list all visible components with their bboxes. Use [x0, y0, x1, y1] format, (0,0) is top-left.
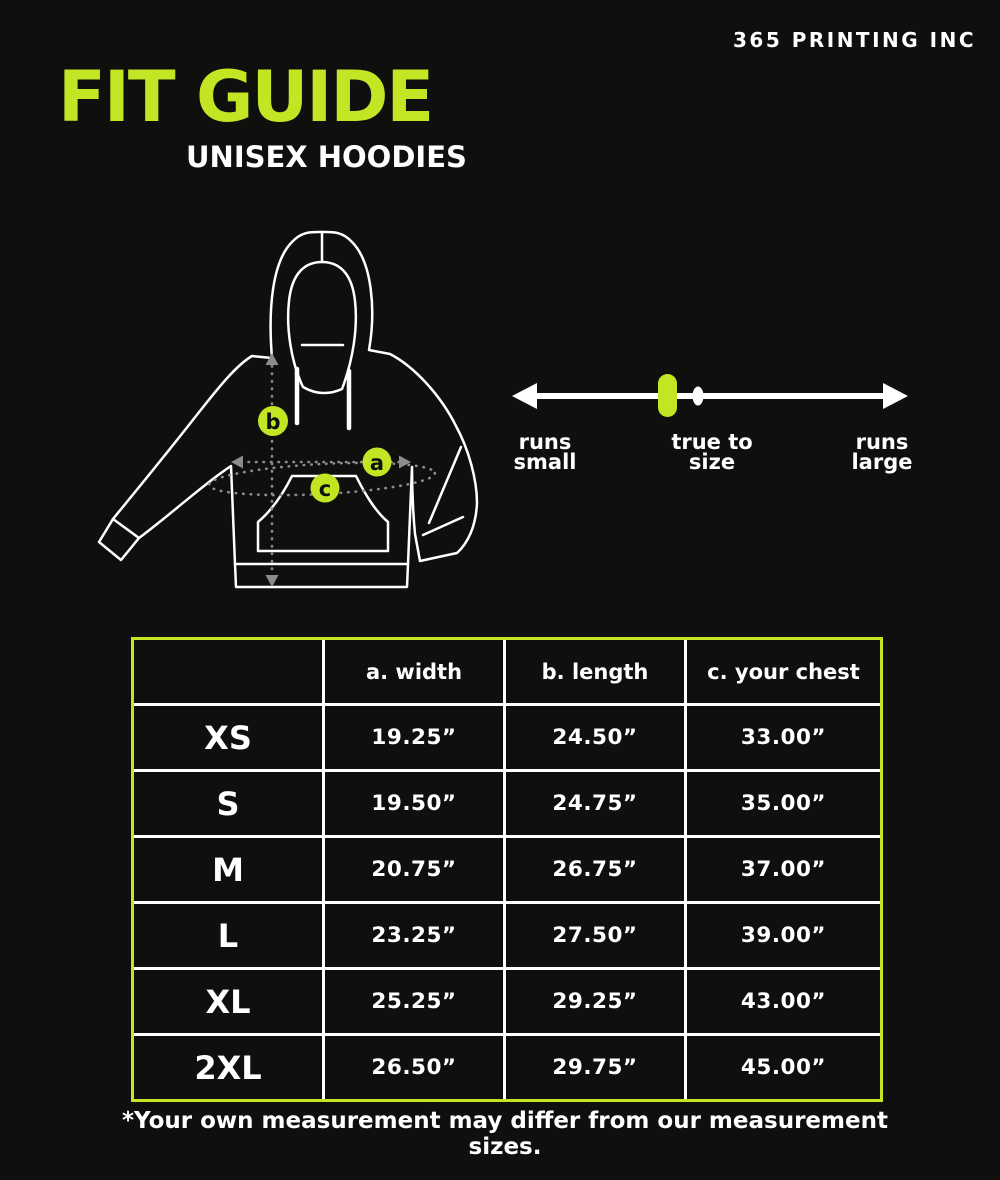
value-xl-width: 25.25”	[325, 970, 503, 1033]
hoodie-outline	[99, 232, 477, 587]
size-label-l: L	[134, 904, 322, 967]
scale-arrow-right	[883, 383, 908, 409]
value-xs-length: 24.50”	[506, 706, 684, 769]
value-l-length: 27.50”	[506, 904, 684, 967]
scale-label-line: true to	[671, 430, 753, 454]
scale-label-line: runs	[518, 430, 572, 454]
scale-label-line: small	[513, 450, 577, 474]
table-header-chest: c. your chest	[687, 640, 880, 703]
right-sleeve-seam	[429, 447, 461, 523]
scale-label-line: large	[851, 450, 913, 474]
scale-arrow-left	[512, 383, 537, 409]
scale-label-runs-large	[838, 432, 926, 472]
value-l-width: 23.25”	[325, 904, 503, 967]
fit-scale	[505, 355, 915, 425]
value-m-width: 20.75”	[325, 838, 503, 901]
marker-c-letter: c	[318, 477, 332, 501]
table-header-blank	[134, 640, 322, 703]
left-cuff-seam	[113, 519, 139, 538]
value-l-chest: 39.00”	[687, 904, 880, 967]
size-table	[131, 637, 883, 1102]
measurement-disclaimer: *Your own measurement may differ from our measurement sizes.	[122, 1108, 888, 1160]
size-label-2xl: 2XL	[134, 1036, 322, 1099]
scale-tick-dot	[693, 387, 704, 406]
value-xs-width: 19.25”	[325, 706, 503, 769]
size-label-xs: XS	[134, 706, 322, 769]
width-arrow-left	[231, 456, 243, 469]
marker-a-letter: a	[369, 451, 385, 475]
scale-label-runs-small	[501, 432, 589, 472]
brand-name: 365 PRINTING INC	[732, 28, 976, 52]
table-header-width: a. width	[325, 640, 503, 703]
value-xl-length: 29.25”	[506, 970, 684, 1033]
width-arrow-right	[399, 456, 411, 469]
size-label-m: M	[134, 838, 322, 901]
scale-marker-pill	[658, 374, 677, 417]
value-s-width: 19.50”	[325, 772, 503, 835]
value-2xl-width: 26.50”	[325, 1036, 503, 1099]
length-arrow-down	[266, 575, 279, 587]
size-label-xl: XL	[134, 970, 322, 1033]
value-2xl-length: 29.75”	[506, 1036, 684, 1099]
value-xl-chest: 43.00”	[687, 970, 880, 1033]
right-cuff-seam	[423, 517, 463, 535]
value-s-chest: 35.00”	[687, 772, 880, 835]
value-2xl-chest: 45.00”	[687, 1036, 880, 1099]
scale-label-line: size	[688, 450, 736, 474]
value-m-chest: 37.00”	[687, 838, 880, 901]
size-label-s: S	[134, 772, 322, 835]
scale-label-true-to-size	[650, 432, 774, 472]
page-title: FIT GUIDE	[58, 56, 433, 138]
value-s-length: 24.75”	[506, 772, 684, 835]
scale-label-line: runs	[855, 430, 909, 454]
page-subtitle: UNISEX HOODIES	[186, 140, 467, 174]
length-arrow-up	[266, 353, 279, 365]
table-header-length: b. length	[506, 640, 684, 703]
hoodie-diagram	[95, 225, 515, 610]
value-xs-chest: 33.00”	[687, 706, 880, 769]
value-m-length: 26.75”	[506, 838, 684, 901]
marker-b-letter: b	[265, 410, 281, 434]
